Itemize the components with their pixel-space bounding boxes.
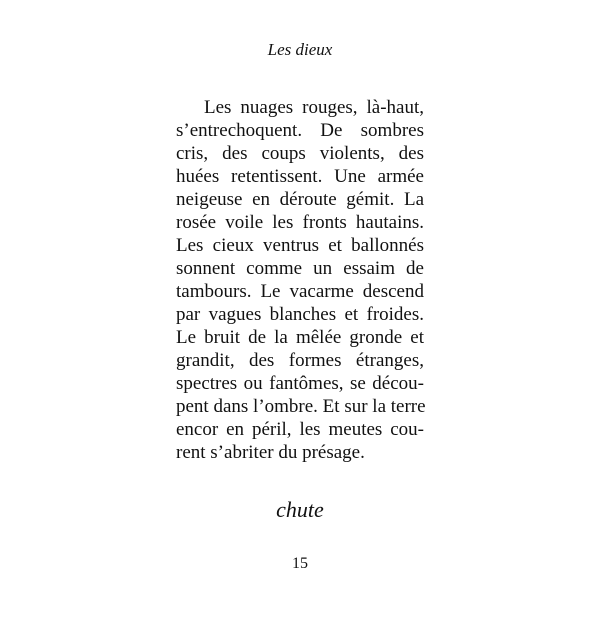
closing-word: chute <box>276 497 324 522</box>
text-line: Les nuages rouges, là-haut, <box>204 97 424 118</box>
text-line: par vagues blanches et froides. <box>176 304 424 325</box>
text-line: Le bruit de la mêlée gronde et <box>176 327 424 348</box>
text-line: encor en péril, les meutes cou- <box>176 419 424 440</box>
page-number: 15 <box>292 555 308 572</box>
text-line: sonnent comme un essaim de <box>176 258 424 279</box>
text-line: neigeuse en déroute gémit. La <box>176 189 424 210</box>
prose-poem-paragraph <box>176 96 424 464</box>
text-line: rosée voile les fronts hautains. <box>176 212 424 233</box>
text-line: Les cieux ventrus et ballonnés <box>176 235 424 256</box>
text-line: spectres ou fantômes, se décou- <box>176 373 424 394</box>
text-line: rent s’abriter du présage. <box>176 442 365 463</box>
text-line: tambours. Le vacarme descend <box>176 281 424 302</box>
text-line: pent dans l’ombre. Et sur la terre <box>176 396 426 417</box>
text-line: s’entrechoquent. De sombres <box>176 120 424 141</box>
text-line: huées retentissent. Une armée <box>176 166 424 187</box>
text-line: cris, des coups violents, des <box>176 143 424 164</box>
running-head: Les dieux <box>267 40 333 59</box>
text-line: grandit, des formes étranges, <box>176 350 424 371</box>
